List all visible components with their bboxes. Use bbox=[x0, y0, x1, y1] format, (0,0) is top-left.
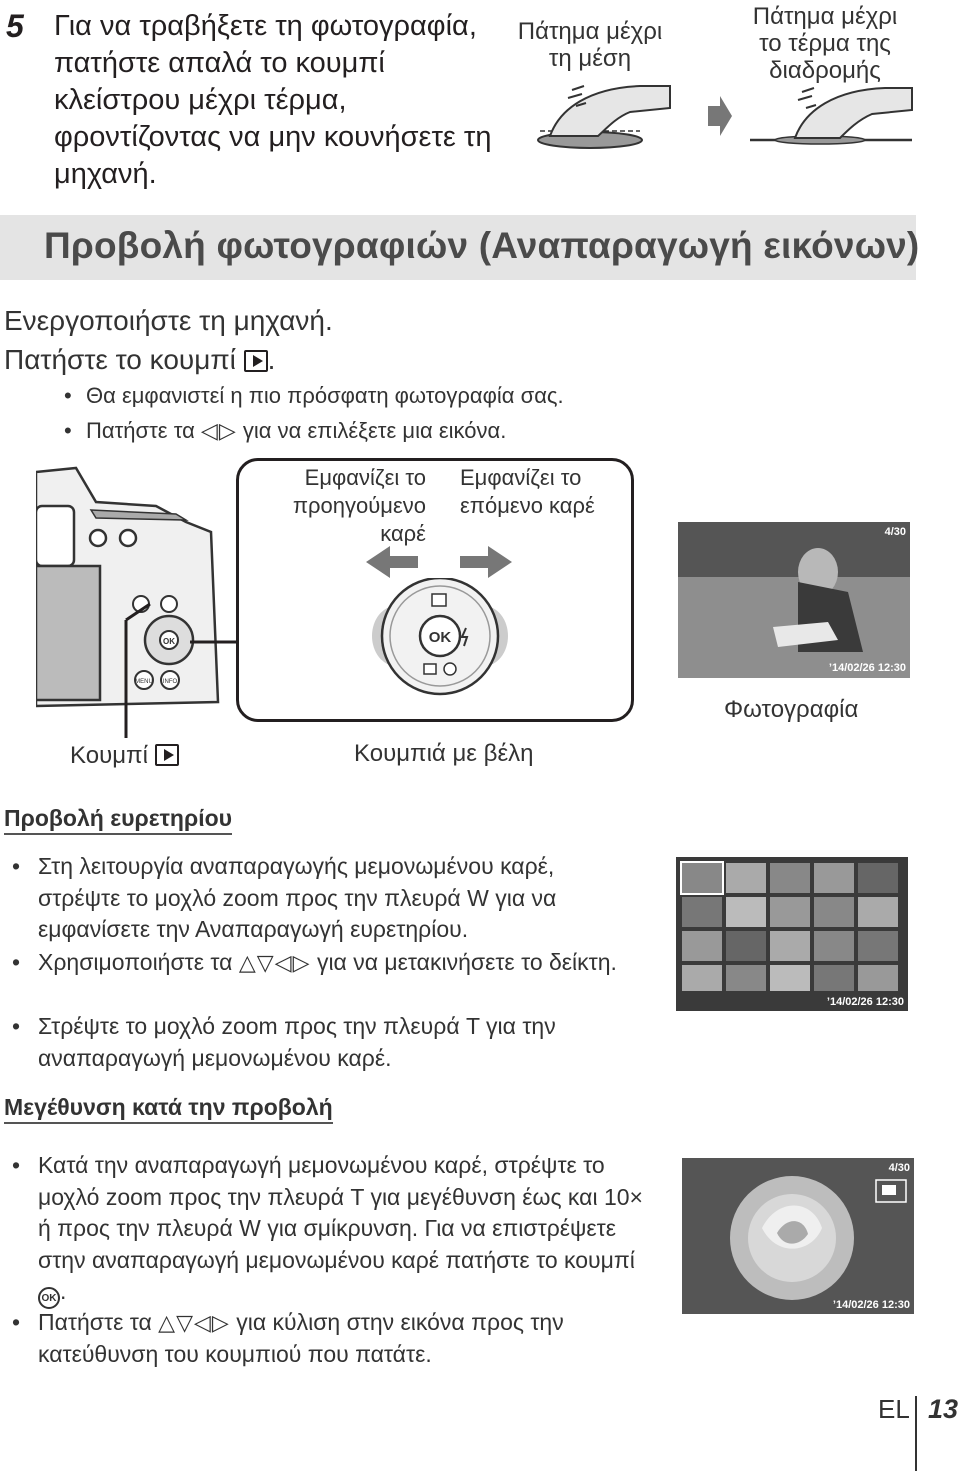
bullet-select-prefix: Πατήστε τα bbox=[86, 418, 195, 443]
info-button-text: INFO bbox=[162, 679, 178, 685]
ok-text-small: OK bbox=[163, 637, 175, 646]
index-bullet-1-text: Στη λειτουργία αναπαραγωγής μεμονωμένου καρέ, στρέψτε το μοχλό zoom προς την πλευρά W για να εμφανίσετε την Αναπαραγωγή ευρετηρίου. bbox=[38, 853, 557, 942]
photo-timestamp: ’14/02/26 12:30 bbox=[828, 662, 906, 674]
zoom-bullet-2: • Πατήστε τα △▽◁▷ για κύλιση στην εικόνα προς την κατεύθυνση του κουμπιού που πατάτε. bbox=[12, 1309, 564, 1367]
index-bullet-1: • Στη λειτουργία αναπαραγωγής μεμονωμένου καρέ, στρέψτε το μοχλό zoom προς την πλευρά W για να εμφανίσετε την Αναπαραγωγή ευρετηρίου. bbox=[12, 853, 557, 942]
step-number: 5 bbox=[6, 8, 24, 44]
zoom-bullet-1-end: . bbox=[60, 1278, 67, 1304]
bullet-select-suffix: για να επιλέξετε μια εικόνα. bbox=[242, 418, 507, 443]
frame-counter: 4/30 bbox=[884, 526, 906, 538]
dial-grip bbox=[91, 510, 186, 520]
play-button-caption bbox=[70, 742, 179, 770]
ok-text: OK bbox=[428, 629, 452, 646]
direction-arrows bbox=[360, 542, 520, 582]
play-button-icon bbox=[155, 744, 179, 766]
zoom-bullet-2-suffix: για κύλιση στην εικόνα προς την κατεύθυνση του κουμπιού που πατάτε. bbox=[38, 1309, 564, 1367]
play-button-caption-text: Κουμπί bbox=[70, 742, 148, 769]
bullet-latest-photo-text: Θα εμφανιστεί η πιο πρόσφατη φωτογραφία σας. bbox=[86, 383, 564, 408]
rose-photo-content bbox=[682, 1158, 914, 1314]
index-timestamp: ’14/02/26 12:30 bbox=[826, 996, 904, 1008]
full-press-drawing bbox=[750, 88, 912, 144]
sample-photo bbox=[678, 522, 910, 678]
arrow-left-icon bbox=[366, 546, 418, 578]
index-bullet-3: • Στρέψτε το μοχλό zoom προς την πλευρά T για την αναπαραγωγή μεμονωμένου καρέ. bbox=[12, 1013, 556, 1071]
step-press-play-text: Πατήστε το κουμπί bbox=[4, 344, 236, 375]
step-power-on: Ενεργοποιήστε τη μηχανή. bbox=[4, 305, 333, 336]
menu-button-text: MENU bbox=[135, 679, 153, 685]
zoom-timestamp: ’14/02/26 12:30 bbox=[832, 1299, 910, 1311]
zoom-bullet-1: • Κατά την αναπαραγωγή μεμονωμένου καρέ, στρέψτε το μοχλό zoom προς την πλευρά T για μεγέθυνση έως και 10× ή προς την πλευρά W για σμίκρυνση. Για να επιστρέψετε στην αναπαραγωγή μεμονωμένου καρέ πατήστε το κουμπί OK . bbox=[38, 1150, 658, 1309]
step-instruction: Για να τραβήξετε τη φωτογραφία, πατήστε απαλά το κουμπί κλείστρου μέχρι τέρμα, φροντίζοντας να μην κουνήσετε τη μηχανή. bbox=[54, 10, 492, 190]
index-bullet-2-prefix: Χρησιμοποιήστε τα bbox=[38, 949, 233, 975]
four-way-arrows-icon: △▽◁▷ bbox=[158, 1310, 230, 1335]
prev-frame-label: Εμφανίζει το προηγούμενο καρέ bbox=[292, 465, 426, 546]
bullet-latest-photo: • Θα εμφανιστεί η πιο πρόσφατη φωτογραφία σας. bbox=[64, 383, 564, 408]
index-bullet-3-text: Στρέψτε το μοχλό zoom προς την πλευρά T για την αναπαραγωγή μεμονωμένου καρέ. bbox=[38, 1013, 556, 1071]
page-number: 13 bbox=[928, 1394, 959, 1424]
zoom-bullet-2-prefix: Πατήστε τα bbox=[38, 1309, 152, 1335]
full-press-label: Πάτημα μέχρι το τέρμα της διαδρομής bbox=[752, 3, 898, 84]
four-way-arrows-icon: △▽◁▷ bbox=[238, 950, 311, 975]
zoom-frame-counter: 4/30 bbox=[888, 1162, 910, 1174]
arrow-pad-illustration bbox=[362, 578, 518, 696]
photo-content bbox=[678, 522, 910, 678]
half-press-label: Πάτημα μέχρι τη μέση bbox=[517, 18, 663, 72]
index-thumbnails bbox=[676, 857, 908, 1011]
exposure-icon bbox=[432, 594, 446, 606]
leader-lines bbox=[90, 590, 250, 750]
arrow-right-icon bbox=[708, 96, 732, 136]
bullet-select-image: • Πατήστε τα ◁▷ για να επιλέξετε μια εικόνα. bbox=[64, 418, 507, 443]
shutter-press-illustration bbox=[520, 78, 920, 158]
index-bullet-2-suffix: για να μετακινήσετε το δείκτη. bbox=[316, 949, 617, 975]
half-press-drawing bbox=[538, 86, 670, 148]
zoomed-photo bbox=[682, 1158, 914, 1314]
play-button-icon bbox=[244, 350, 268, 372]
timer-icon bbox=[444, 663, 456, 675]
language-code: EL bbox=[878, 1394, 910, 1424]
zoom-view-heading: Μεγέθυνση κατά την προβολή bbox=[4, 1094, 333, 1124]
index-view-heading: Προβολή ευρετηρίου bbox=[4, 805, 232, 835]
section-title: Προβολή φωτογραφιών (Αναπαραγωγή εικόνων) bbox=[44, 225, 920, 266]
drive-icon bbox=[424, 664, 436, 674]
next-frame-label: Εμφανίζει το επόμενο καρέ bbox=[460, 465, 595, 518]
index-grid-screen bbox=[676, 857, 908, 1011]
photo-label: Φωτογραφία bbox=[724, 696, 859, 723]
index-bullet-2: • Χρησιμοποιήστε τα △▽◁▷ για να μετακινήσετε το δείκτη. bbox=[12, 949, 617, 975]
zoom-bullet-1-text: Κατά την αναπαραγωγή μεμονωμένου καρέ, στρέψτε το μοχλό zoom προς την πλευρά T για μεγέθυνση έως και 10× ή προς την πλευρά W για σμίκρυνση. Για να επιστρέψετε στην αναπαραγωγή μεμονωμένου καρέ πατήστε το κουμπί bbox=[38, 1152, 643, 1273]
ok-button-icon: OK bbox=[38, 1287, 60, 1309]
arrow-right-icon bbox=[460, 546, 512, 578]
arrow-buttons-caption: Κουμπιά με βέλη bbox=[354, 740, 534, 767]
viewfinder bbox=[36, 506, 74, 566]
left-right-arrows-icon: ◁▷ bbox=[200, 418, 237, 443]
footer-divider bbox=[915, 1396, 917, 1471]
step-press-play-suffix: . bbox=[267, 344, 276, 375]
step-press-play bbox=[4, 342, 275, 378]
